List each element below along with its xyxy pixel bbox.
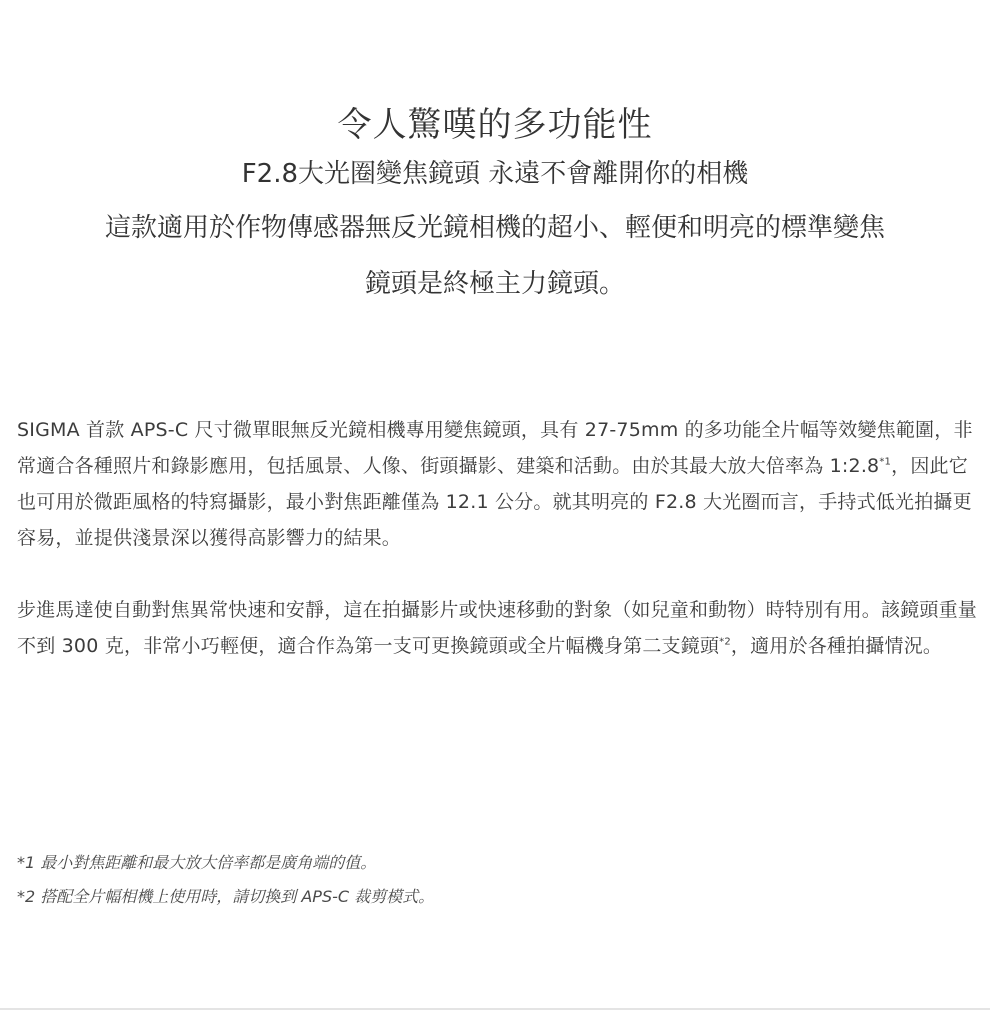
footnotes bbox=[17, 846, 977, 914]
paragraph-1-text-a: SIGMA 首款 APS-C 尺寸微單眼無反光鏡相機專用變焦鏡頭，具有 27-75mm 的多功能全片幅等效變焦範圍，非常適合各種照片和錄影應用，包括風景、人像、街頭攝影、建築和活動。由於其最大放大倍率為 1:2.8 bbox=[17, 419, 973, 477]
footnote-ref-2: *2 bbox=[719, 636, 731, 648]
tagline-line-2: 鏡頭是終極主力鏡頭。 bbox=[364, 269, 625, 299]
paragraph-2-text-a: 步進馬達使自動對焦異常快速和安靜，這在拍攝影片或快速移動的對象（如兒童和動物）時特別有用。該鏡頭重量不到 300 克，非常小巧輕便，適合作為第一支可更換鏡頭或全片幅機身第二支鏡頭 bbox=[17, 599, 978, 657]
description-body bbox=[17, 412, 977, 664]
page-title: 令人驚嘆的多功能性 bbox=[337, 105, 653, 145]
description-paragraph-2 bbox=[17, 592, 977, 664]
paragraph-1-text-b: ，因此它也可用於微距風格的特寫攝影，最小對焦距離僅為 12.1 公分。就其明亮的 F2.8 大光圈而言，手持式低光拍攝更容易，並提供淺景深以獲得高影響力的結果。 bbox=[17, 455, 972, 549]
footnote-ref-1: *1 bbox=[879, 456, 892, 468]
page-subtitle: F2.8大光圈變焦鏡頭 永遠不會離開你的相機 bbox=[241, 159, 749, 189]
footnote-2: *2 搭配全片幅相機上使用時，請切換到 APS-C 裁剪模式。 bbox=[17, 887, 435, 906]
footnote-1: *1 最小對焦距離和最大放大倍率都是廣角端的值。 bbox=[17, 853, 377, 872]
description-paragraph-1 bbox=[17, 412, 977, 556]
tagline bbox=[0, 200, 990, 312]
bottom-divider bbox=[0, 1008, 990, 1010]
feature-header bbox=[0, 100, 990, 312]
tagline-line-1: 這款適用於作物傳感器無反光鏡相機的超小、輕便和明亮的標準變焦 bbox=[104, 213, 885, 243]
paragraph-2-text-b: ，適用於各種拍攝情況。 bbox=[730, 635, 943, 657]
